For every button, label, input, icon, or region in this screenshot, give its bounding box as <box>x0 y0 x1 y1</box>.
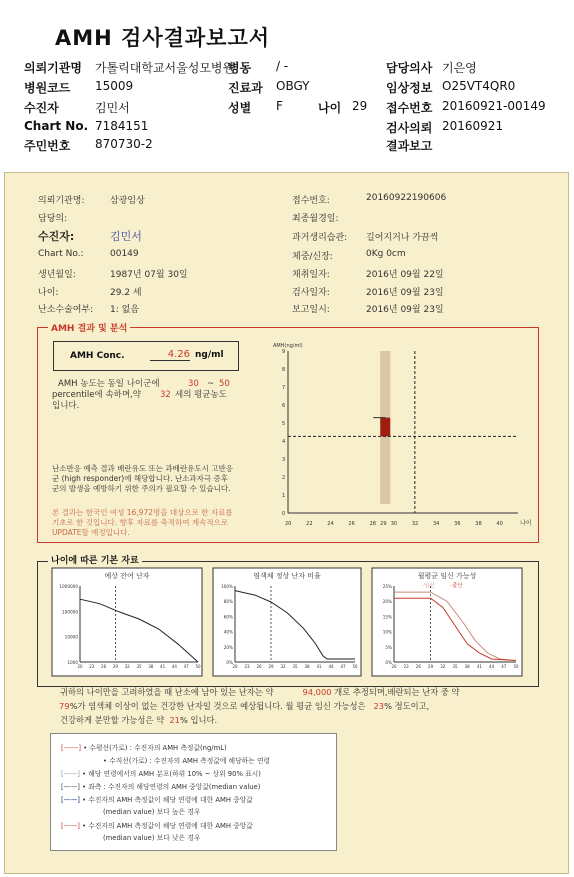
request-label: 검사의뢰 <box>386 121 433 135</box>
x-tick-label: 26 <box>256 664 262 669</box>
legend-text-3: • 좌측 : 수진자의 해당연령의 AMH 중앙값(median value) <box>82 783 261 791</box>
report-left-label-4: 생년월일: <box>38 270 76 280</box>
clinical-value: O25VT4QR0 <box>442 79 516 93</box>
x-tick-label: 50 <box>195 664 201 669</box>
chart-title: 예상 잔여 난자 <box>104 572 150 580</box>
y-tick-label: 5 <box>282 421 286 427</box>
institution-value: 가톨릭대학교서울성모병원 <box>95 61 235 75</box>
report-right-value-6: 2016년 09월 23일 <box>366 305 444 315</box>
chart-title: 염색체 정상 난자 비율 <box>253 572 321 580</box>
amh-median-diff-bar <box>380 418 390 437</box>
x-tick-label: 36 <box>454 521 461 527</box>
ward-label: 병동 <box>228 61 252 75</box>
x-tick-label: 32 <box>124 664 130 669</box>
legend-text-6: • 수진자의 AMH 측정값이 해당 연령에 대한 AMH 중앙값 <box>82 822 253 830</box>
monthly-pregnancy-chart <box>372 568 524 678</box>
receipt-value: 20160921-00149 <box>442 99 546 113</box>
y-tick-label: 10000 <box>64 634 78 640</box>
report-right-label-3: 체중/신장: <box>292 252 333 262</box>
summary-a: 귀하의 나이만을 고려하였을 때 난소에 남아 있는 난자는 약 <box>60 687 274 697</box>
x-axis-label: 나이 <box>520 520 532 527</box>
report-right-label-5: 검사일자: <box>292 288 330 298</box>
hospital-code-label: 병원코드 <box>24 81 71 95</box>
report-left-value-0: 삼광임상 <box>110 196 145 206</box>
legend-key-4: [——] <box>61 796 80 804</box>
report-left-label-6: 난소수술여부: <box>38 305 94 315</box>
x-tick-label: 23 <box>244 664 250 669</box>
age-value: 29 <box>352 99 368 113</box>
y-tick-label: 6 <box>282 403 286 409</box>
x-tick-label: 38 <box>304 664 310 669</box>
report-left-label-2: 수진자: <box>38 230 75 243</box>
amh-note-response: 난소반응 예측 결과 배란유도 또는 과배란유도시 고반응군 (high responder)에 해당합니다. 난소과자극 증후군의 발생을 예방하기 위한 주의가 필요할 수 있습니다. <box>52 464 233 493</box>
amh-distribution-chart <box>270 339 530 529</box>
report-right-value-4: 2016년 09월 22일 <box>366 270 444 280</box>
report-right-label-2: 과거생리습관: <box>292 233 348 243</box>
y-tick-label: 25% <box>382 584 392 589</box>
x-tick-label: 23 <box>403 664 409 669</box>
amh-section-title: AMH 결과 및 분석 <box>48 321 130 334</box>
x-tick-label: 35 <box>136 664 142 669</box>
legend-key-0: [------] <box>61 744 82 752</box>
x-tick-label: 29 <box>112 664 118 669</box>
legend-key-6: [——] <box>61 822 80 830</box>
report-right-value-2: 길어지거나 가끔씩 <box>366 233 439 243</box>
result-label: 결과보고 <box>386 139 433 153</box>
pct-tilde: ~ <box>207 379 215 389</box>
y-tick-label: 8 <box>282 367 286 373</box>
report-right-label-0: 접수번호: <box>292 196 330 206</box>
y-tick-label: 1 <box>282 493 286 499</box>
fertility-summary <box>60 685 530 727</box>
x-tick-label: 32 <box>411 521 419 527</box>
y-axis-label: AMH(ng/ml) <box>273 343 303 349</box>
report-right-label-6: 보고일시: <box>292 305 330 315</box>
x-tick-label: 32 <box>280 664 286 669</box>
summary-eggs: 94,000 <box>302 687 332 697</box>
age-label: 나이 <box>318 101 342 115</box>
y-tick-label: 1000000 <box>59 584 78 589</box>
institution-label: 의뢰기관명 <box>24 61 82 75</box>
report-right-label-4: 채취일자: <box>292 270 330 280</box>
sex-label: 성별 <box>228 101 252 115</box>
y-tick-label: 9 <box>282 349 286 355</box>
summary-birth: 21 <box>169 715 180 725</box>
x-tick-label: 29 <box>428 664 434 669</box>
y-tick-label: 1000 <box>67 660 78 665</box>
legend-text-0: • 수평선(가로) : 수진자의 AMH 측정값(ng/mL) <box>83 744 227 752</box>
legend-text-7: (median value) 보다 낮은 경우 <box>103 834 201 842</box>
x-tick-label: 23 <box>89 664 95 669</box>
y-tick-label: 4 <box>282 439 286 445</box>
y-tick-label: 0% <box>385 660 392 665</box>
hospital-code-value: 15009 <box>95 79 134 93</box>
pct-high: 50 <box>219 379 230 389</box>
x-tick-label: 34 <box>433 521 440 527</box>
x-tick-label: 44 <box>171 664 177 669</box>
report-right-value-0: 20160922190606 <box>366 193 447 203</box>
x-tick-label: 29 <box>380 521 387 527</box>
x-tick-label: 41 <box>160 664 166 669</box>
x-tick-label: 24 <box>327 521 334 527</box>
report-left-value-5: 29.2 세 <box>110 288 142 298</box>
x-tick-label: 40 <box>496 521 503 527</box>
legend-text-2: • 해당 연령에서의 AMH 분포(하위 10% ~ 상위 90% 표시) <box>82 770 261 778</box>
rrn-value: 870730-2 <box>95 137 153 151</box>
clinical-label: 임상정보 <box>386 81 433 95</box>
legend-box <box>50 733 337 851</box>
y-tick-label: 7 <box>282 385 286 391</box>
x-tick-label: 47 <box>340 664 346 669</box>
doctor-label: 담당의사 <box>386 61 433 75</box>
summary-preg: 23 <box>373 701 385 711</box>
legend-key-3: [——] <box>61 783 80 791</box>
x-tick-label: 29 <box>268 664 274 669</box>
report-left-value-3: 00149 <box>110 249 139 259</box>
pct-age: 32 <box>160 390 171 400</box>
fertility-section-title: 나이에 따른 기본 자료 <box>48 553 142 566</box>
y-tick-label: 60% <box>223 614 233 620</box>
report-right-value-5: 2016년 09월 23일 <box>366 288 444 298</box>
report-left-label-5: 나이: <box>38 288 59 298</box>
summary-normal: 79 <box>59 701 70 711</box>
report-left-value-6: 1: 없음 <box>110 305 140 315</box>
y-tick-label: 100000 <box>62 609 78 615</box>
doctor-value: 기은영 <box>442 61 477 75</box>
sex-value: F <box>276 99 283 113</box>
x-tick-label: 41 <box>476 664 482 669</box>
report-right-label-1: 최종월경일: <box>292 214 339 224</box>
y-tick-label: 0 <box>282 511 286 517</box>
pct-text-3: 세의 평균농도 <box>175 390 227 400</box>
report-right-value-3: 0Kg 0cm <box>366 249 406 259</box>
x-tick-label: 20 <box>391 664 397 669</box>
dept-label: 진료과 <box>228 81 263 95</box>
pct-text-2: percentile에 속하며,약 <box>52 390 141 400</box>
y-tick-label: 20% <box>382 599 392 605</box>
summary-d: % 정도이고, <box>384 701 430 711</box>
patient-label: 수진자 <box>24 101 59 115</box>
dept-value: OBGY <box>276 79 310 93</box>
x-tick-label: 35 <box>452 664 458 669</box>
normal-egg-ratio-chart <box>213 568 363 678</box>
remaining-eggs-chart <box>52 568 204 678</box>
x-tick-label: 50 <box>352 664 358 669</box>
x-tick-label: 26 <box>348 521 355 527</box>
summary-f: % 입니다. <box>179 715 218 725</box>
legend-text-1: • 수직선(가로) : 수진자의 AMH 측정값에 해당하는 연령 <box>103 757 271 765</box>
x-tick-label: 47 <box>501 664 507 669</box>
x-tick-label: 44 <box>489 664 495 669</box>
x-tick-label: 35 <box>292 664 298 669</box>
x-tick-label: 44 <box>328 664 334 669</box>
x-tick-label: 26 <box>415 664 421 669</box>
legend-key-2: [——] <box>61 770 80 778</box>
receipt-label: 접수번호 <box>386 101 433 115</box>
legend-text-5: (median value) 보다 높은 경우 <box>103 808 201 816</box>
request-value: 20160921 <box>442 119 504 133</box>
x-tick-label: 38 <box>464 664 470 669</box>
x-tick-label: 20 <box>232 664 238 669</box>
x-tick-label: 26 <box>101 664 107 669</box>
legend-pregnancy: -임신 <box>422 583 435 589</box>
x-tick-label: 47 <box>183 664 189 669</box>
summary-b: 개로 추정되며,배란되는 난자 중 약 <box>334 687 460 697</box>
pct-text-4: 입니다. <box>52 401 80 411</box>
pct-text-1: AMH 농도는 동일 나이군에 <box>58 379 160 389</box>
x-tick-label: 28 <box>369 521 376 527</box>
x-tick-label: 20 <box>77 664 83 669</box>
x-tick-label: 20 <box>285 521 292 527</box>
report-title: AMH 검사결과보고서 <box>55 26 271 50</box>
summary-c: %가 염색체 이상이 없는 건강한 난자일 것으로 예상됩니다. 월 평균 임신 가능성은 <box>69 701 366 711</box>
x-tick-label: 38 <box>148 664 154 669</box>
legend-birth: -출산 <box>450 583 463 589</box>
report-left-label-1: 담당의: <box>38 214 68 224</box>
report-left-value-4: 1987년 07월 30일 <box>110 270 188 280</box>
pct-low: 30 <box>188 379 199 389</box>
chart-title: 월평균 임신 가능성 <box>417 572 477 580</box>
amh-conc-value: 4.26 <box>150 349 190 361</box>
amh-note-source: 본 결과는 한국인 여성 16,972명을 대상으로 한 자료를 기초로 한 것입니다. 향후 자료를 축적하여 계속적으로 UPDATE할 예정입니다. <box>52 508 233 537</box>
report-left-value-2: 김민서 <box>110 230 142 243</box>
chart-no-value: 7184151 <box>95 119 149 133</box>
summary-e: 건강하게 분만할 가능성은 약 <box>60 715 165 725</box>
x-tick-label: 41 <box>316 664 322 669</box>
report-left-label-3: Chart No.: <box>38 249 84 259</box>
y-tick-label: 80% <box>223 599 233 605</box>
y-tick-label: 15% <box>382 614 392 620</box>
patient-value: 김민서 <box>95 101 130 115</box>
x-tick-label: 30 <box>390 521 398 527</box>
y-tick-label: 2 <box>282 475 286 481</box>
x-tick-label: 50 <box>513 664 519 669</box>
x-tick-label: 38 <box>475 521 482 527</box>
y-tick-label: 5% <box>385 644 392 650</box>
rrn-label: 주민번호 <box>24 139 71 153</box>
x-tick-label: 32 <box>440 664 446 669</box>
ward-value: / - <box>276 59 289 73</box>
report-left-label-0: 의뢰기관명: <box>38 196 85 206</box>
y-tick-label: 40% <box>223 629 233 635</box>
chart-no-label: Chart No. <box>24 119 89 133</box>
y-tick-label: 20% <box>223 644 233 650</box>
legend-text-4: • 수진자의 AMH 측정값이 해당 연령에 대한 AMH 중앙값 <box>82 796 253 804</box>
x-tick-label: 22 <box>306 521 313 527</box>
amh-conc-label: AMH Conc. <box>70 351 125 361</box>
y-tick-label: 10% <box>382 629 392 635</box>
y-tick-label: 100% <box>221 584 233 589</box>
y-tick-label: 0% <box>226 660 233 665</box>
amh-conc-unit: ng/ml <box>195 350 224 360</box>
y-tick-label: 3 <box>282 457 286 463</box>
